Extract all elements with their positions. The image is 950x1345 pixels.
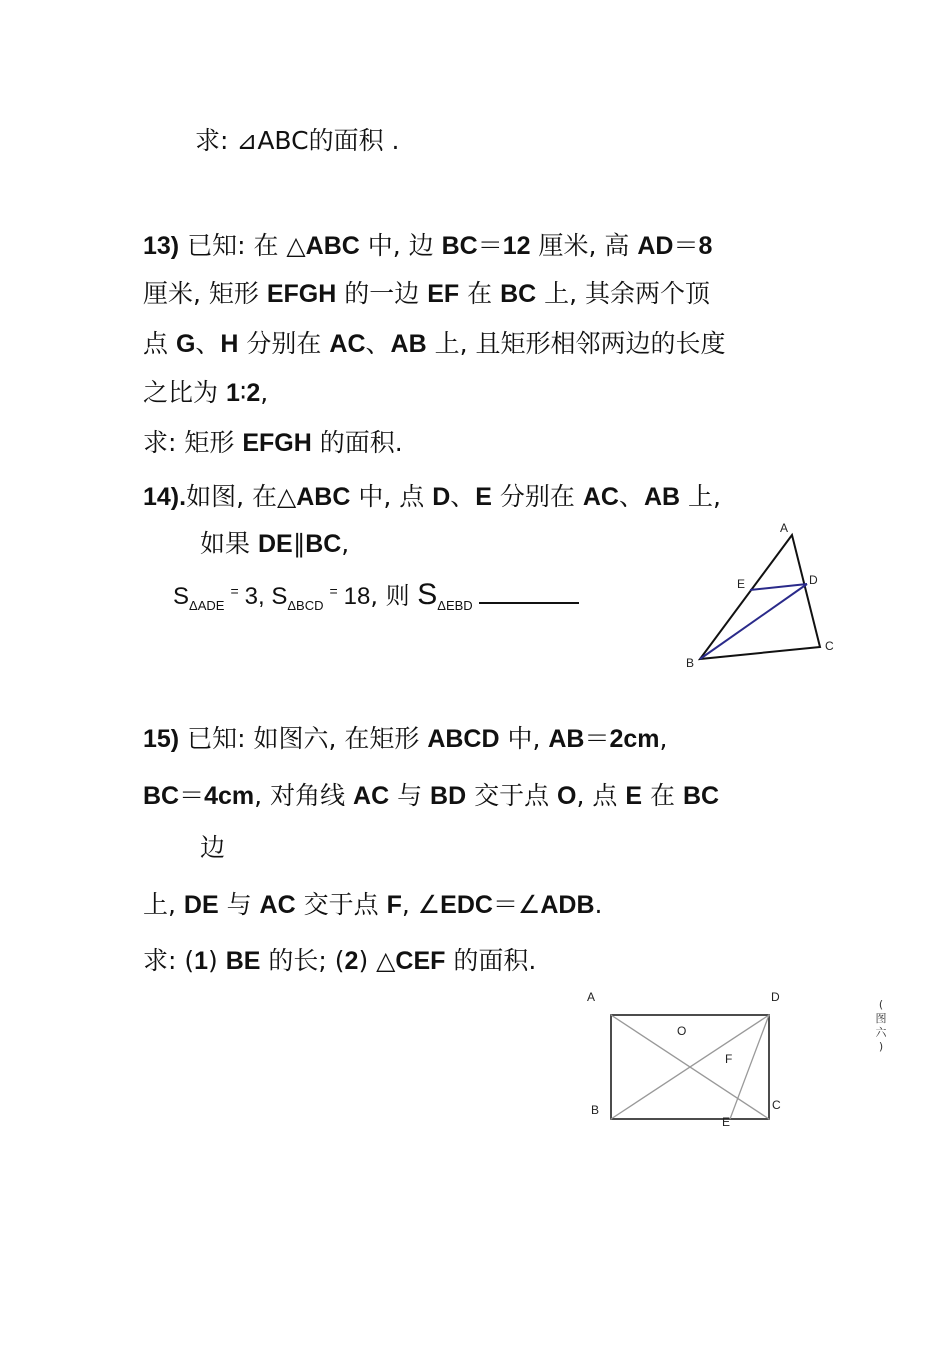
q15-line-1 — [143, 726, 668, 752]
caption-char: ) — [878, 1040, 884, 1053]
q13-line-5 — [143, 430, 403, 456]
q15-term: F — [386, 891, 402, 919]
area-subscript: ΔEBD — [437, 598, 473, 613]
point-label-d: D — [771, 990, 780, 1004]
point-label-e: E — [737, 577, 746, 591]
q15-term: DE — [183, 891, 219, 919]
q13-term: H — [220, 330, 239, 358]
caption-char: ( — [878, 998, 884, 1011]
q14-text: 、 — [450, 482, 476, 511]
q13-text: 在 — [459, 279, 501, 308]
q13-text: , — [260, 378, 269, 407]
q14-label: 14). — [143, 483, 187, 511]
point-label-c: C — [825, 639, 834, 653]
area-symbol: S — [271, 583, 288, 610]
q14-text: 如果 — [200, 529, 258, 558]
q15-term: BC — [143, 782, 180, 810]
area-subscript: ΔADE — [189, 598, 225, 613]
q14-term: ABC — [296, 483, 351, 511]
q14-term: AB — [643, 483, 681, 511]
q15-text: 与 — [389, 781, 431, 810]
q15-text: 已知: 如图六, 在矩形 — [187, 724, 428, 753]
q13-term: EF — [427, 280, 460, 308]
q15-text: ) △ — [358, 946, 396, 975]
q15-text: , 点 — [576, 781, 626, 810]
q13-text: ＝ — [477, 231, 503, 260]
q13-text: 中, 边 — [359, 231, 442, 260]
q15-term: AC — [259, 891, 296, 919]
q15-text: , 对角线 — [254, 781, 354, 810]
area-value: 3 — [244, 583, 258, 610]
q13-text: 、 — [365, 329, 391, 358]
segment-de — [730, 1015, 769, 1119]
q15-term: BE — [225, 947, 261, 975]
q15-text: 交于点 — [295, 890, 387, 919]
caption-char: 图 — [875, 1012, 887, 1025]
q13-term: 8 — [698, 232, 713, 260]
q13-term: EFGH — [242, 429, 312, 457]
q15-text: 的长; ( — [260, 946, 345, 975]
q13-text: 厘米, 高 — [530, 231, 638, 260]
q15-text: 交于点 — [466, 781, 558, 810]
q14-text: 上, — [680, 482, 721, 511]
q15-term: 4cm — [204, 782, 255, 810]
q13-text: 点 — [143, 329, 176, 358]
q15-line-3 — [200, 835, 225, 860]
q13-term: G — [175, 330, 196, 358]
q15-text: 边 — [200, 833, 226, 862]
q14-triangle-figure — [680, 518, 850, 678]
q15-text: 与 — [218, 890, 260, 919]
q12-line — [195, 128, 399, 153]
q15-term: AC — [353, 782, 390, 810]
q13-text: 上, 且矩形相邻两边的长度 — [426, 329, 726, 358]
q13-term: 12 — [502, 232, 531, 260]
q13-text: 已知: 在 △ — [187, 231, 306, 260]
q13-line-3 — [143, 331, 725, 357]
point-label-a: A — [587, 990, 596, 1004]
point-label-f: F — [725, 1052, 733, 1066]
q15-term: BC — [682, 782, 720, 810]
q14-line-1 — [143, 484, 721, 510]
q13-text: ＝ — [673, 231, 699, 260]
point-label-e: E — [722, 1115, 731, 1129]
q13-term: 1 — [225, 379, 240, 407]
q15-term: AB — [548, 725, 585, 753]
q13-term: 2 — [246, 379, 261, 407]
q13-term: BC — [500, 280, 537, 308]
q15-line-5 — [143, 948, 536, 974]
point-label-c: C — [772, 1098, 781, 1112]
area-subscript: ΔBCD — [287, 598, 324, 613]
answer-blank[interactable] — [479, 588, 579, 604]
q14-line-2 — [200, 531, 349, 557]
point-label-b: B — [686, 656, 695, 670]
q14-text: , — [341, 529, 350, 558]
comma: , — [257, 583, 265, 610]
equals-sign: = — [230, 583, 239, 599]
q15-term: 1 — [194, 947, 209, 975]
q15-term: ADB — [540, 891, 595, 919]
q15-term: ABCD — [427, 725, 500, 753]
area-symbol: S — [173, 583, 190, 610]
q15-text: 中, — [499, 724, 549, 753]
q15-text: 上, — [143, 890, 184, 919]
q15-term: O — [557, 782, 577, 810]
q14-term: DE — [257, 530, 293, 558]
area-symbol: S — [417, 578, 438, 611]
q15-text: 的面积. — [445, 946, 537, 975]
q15-term: CEF — [395, 947, 446, 975]
q13-term: AD — [637, 232, 674, 260]
q15-text: ＝∠ — [492, 890, 541, 919]
point-label-d: D — [809, 573, 818, 587]
q15-text: 求: ( — [143, 946, 195, 975]
q14-text: 、 — [618, 482, 644, 511]
q15-term: EDC — [440, 891, 493, 919]
q15-line-4 — [143, 892, 603, 918]
q15-term: E — [625, 782, 643, 810]
q13-term: AB — [390, 330, 427, 358]
q13-term: AC — [329, 330, 366, 358]
q15-text: . — [594, 890, 603, 919]
q13-text: 、 — [195, 329, 221, 358]
q13-text: 的面积. — [311, 428, 403, 457]
q13-term: BC — [441, 232, 478, 260]
q15-term: 2cm — [609, 725, 660, 753]
q13-text: 分别在 — [238, 329, 330, 358]
q15-text: ) — [208, 946, 226, 975]
q13-text: 的一边 — [336, 279, 428, 308]
q15-line-2 — [143, 783, 719, 809]
q14-term: D — [432, 483, 451, 511]
q15-text: , — [659, 724, 668, 753]
q14-text: ∥ — [292, 529, 306, 558]
q15-term: BD — [430, 782, 467, 810]
q13-text: 上, 其余两个顶 — [536, 279, 711, 308]
q14-text: 分别在 — [491, 482, 583, 511]
q13-text: ∶ — [239, 378, 247, 407]
q15-text: , ∠ — [401, 890, 441, 919]
q13-label: 13) — [143, 232, 180, 260]
q13-term: EFGH — [266, 280, 337, 308]
q13-line-1 — [143, 233, 712, 259]
q15-text: ＝ — [179, 781, 205, 810]
figure-six-caption — [874, 998, 888, 1054]
q12-text: 求: ⊿ABC的面积 . — [195, 126, 400, 155]
q13-text: 求: 矩形 — [143, 428, 243, 457]
q14-text: , 则 — [370, 582, 418, 610]
point-label-o: O — [677, 1024, 687, 1038]
q14-term: BC — [305, 530, 342, 558]
equals-sign: = — [329, 583, 338, 599]
caption-char: 六 — [875, 1026, 887, 1039]
q13-line-2 — [143, 281, 710, 307]
q15-label: 15) — [143, 725, 180, 753]
point-label-a: A — [780, 521, 789, 535]
q15-text: 在 — [642, 781, 683, 810]
point-label-b: B — [591, 1103, 600, 1117]
q13-term: ABC — [305, 232, 360, 260]
q14-term: E — [475, 483, 492, 511]
q13-text: 厘米, 矩形 — [143, 279, 267, 308]
q13-text: 之比为 — [143, 378, 226, 407]
q14-text: 中, 点 — [350, 482, 433, 511]
segment-bd — [700, 584, 807, 659]
triangle-abc — [700, 535, 820, 659]
q15-text: ＝ — [584, 724, 610, 753]
q14-text: 如图, 在△ — [186, 482, 297, 511]
q15-rectangle-figure — [580, 985, 810, 1135]
q15-term: 2 — [344, 947, 359, 975]
q14-term: AC — [582, 483, 619, 511]
q13-line-4 — [143, 380, 268, 406]
area-value: 18 — [343, 583, 371, 610]
q14-area-line — [173, 580, 579, 612]
